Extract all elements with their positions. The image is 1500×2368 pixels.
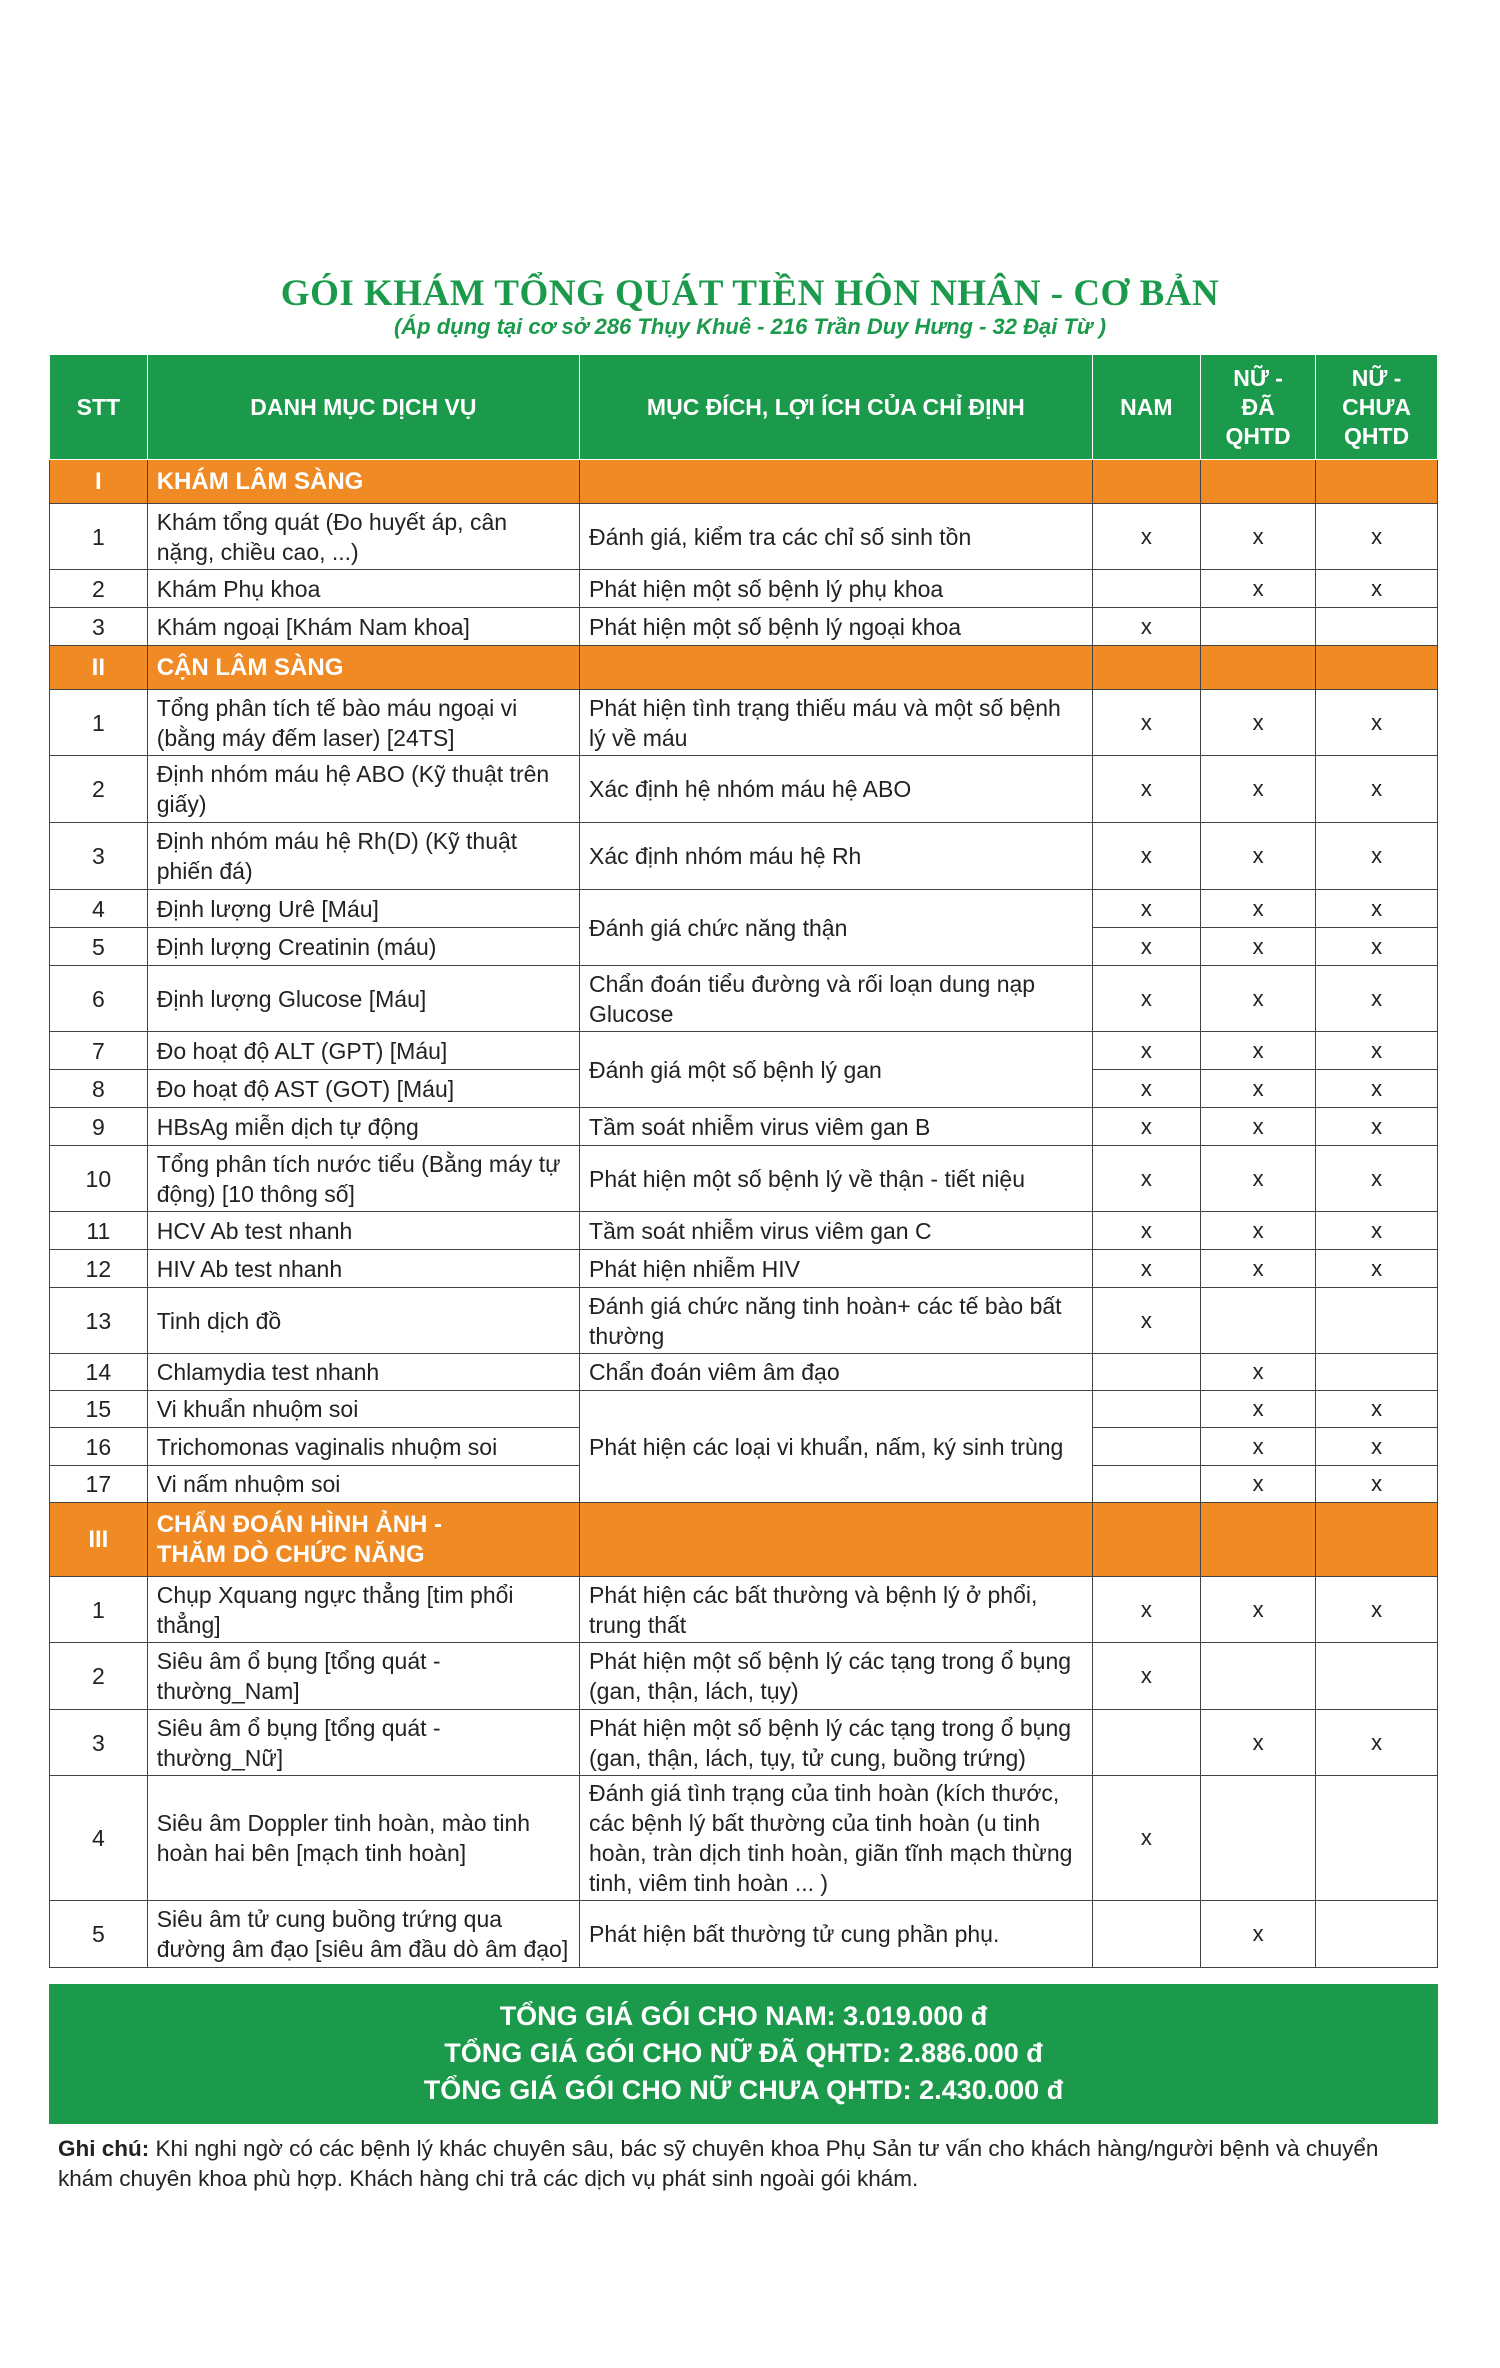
row-service: Vi khuẩn nhuộm soi [147, 1391, 579, 1428]
table-row [50, 608, 1438, 646]
row-nu-chua [1316, 1776, 1438, 1901]
row-nam: x [1092, 1250, 1200, 1288]
row-nu-da: x [1201, 690, 1316, 756]
header-nu-chua-line2: CHƯA [1342, 393, 1412, 420]
row-stt: 2 [50, 756, 148, 823]
table-row [50, 504, 1438, 570]
row-service: Định lượng Creatinin (máu) [147, 928, 579, 966]
row-purpose: Tầm soát nhiễm virus viêm gan B [580, 1108, 1093, 1146]
row-nu-da: x [1201, 823, 1316, 890]
row-stt: 2 [50, 570, 148, 608]
row-service: HCV Ab test nhanh [147, 1212, 579, 1250]
row-nu-chua: x [1316, 690, 1438, 756]
row-nu-da: x [1201, 504, 1316, 570]
row-stt: 13 [50, 1288, 148, 1354]
table-row [50, 1643, 1438, 1710]
row-stt: 3 [50, 1710, 148, 1776]
total-price-nam: TỔNG GIÁ GÓI CHO NAM: 3.019.000 đ [499, 2001, 988, 2031]
row-service: HIV Ab test nhanh [147, 1250, 579, 1288]
table-row [50, 1710, 1438, 1776]
row-nu-chua [1316, 1901, 1438, 1968]
section-row [50, 1503, 1438, 1577]
table-row [50, 690, 1438, 756]
row-service: HBsAg miễn dịch tự động [147, 1108, 579, 1146]
row-nam: x [1092, 823, 1200, 890]
row-service: Khám Phụ khoa [147, 570, 579, 608]
page-title: GÓI KHÁM TỔNG QUÁT TIỀN HÔN NHÂN - CƠ BẢN [280, 273, 1220, 314]
row-nam: x [1092, 1108, 1200, 1146]
row-nu-da: x [1201, 1577, 1316, 1643]
row-nu-chua: x [1316, 1466, 1438, 1503]
section-title: CẬN LÂM SÀNG [147, 646, 579, 690]
table-row [50, 1250, 1438, 1288]
row-service: Đo hoạt độ ALT (GPT) [Máu] [147, 1032, 579, 1070]
row-nam: x [1092, 1032, 1200, 1070]
row-nam: x [1092, 1776, 1200, 1901]
table-row [50, 1776, 1438, 1901]
row-service: Chụp Xquang ngực thẳng [tim phổi thẳng] [147, 1577, 579, 1643]
row-purpose: Phát hiện bất thường tử cung phần phụ. [580, 1901, 1093, 1968]
row-nam: x [1092, 1070, 1200, 1108]
footnote-text: Khi nghi ngờ có các bệnh lý khác chuyên sâu, bác sỹ chuyên khoa Phụ Sản tư vấn cho khách hàng/người bệnh và chuyển khám chuyên khoa phù hợp. Khách hàng chi trả các dịch vụ phát sinh ngoài gói khám. [58, 2136, 1379, 2191]
row-nu-da: x [1201, 1108, 1316, 1146]
section-number: II [50, 646, 148, 690]
section-row [50, 646, 1438, 690]
table-row [50, 1391, 1438, 1428]
row-stt: 2 [50, 1643, 148, 1710]
section-title-line2: THĂM DÒ CHỨC NĂNG [156, 1540, 425, 1568]
row-nu-chua: x [1316, 756, 1438, 823]
row-stt: 8 [50, 1070, 148, 1108]
table-header-row [50, 355, 1438, 460]
row-nu-da [1201, 1776, 1316, 1901]
row-service: Vi nấm nhuộm soi [147, 1466, 579, 1503]
row-service: Định lượng Urê [Máu] [147, 890, 579, 928]
row-purpose: Phát hiện một số bệnh lý ngoại khoa [580, 608, 1093, 646]
table-row [50, 1032, 1438, 1070]
header-nu-da-line3: QHTD [1225, 422, 1291, 449]
row-purpose: Đánh giá chức năng tinh hoàn+ các tế bào bất thường [580, 1288, 1093, 1354]
row-nu-chua: x [1316, 1710, 1438, 1776]
row-nu-da: x [1201, 1710, 1316, 1776]
row-service: Định nhóm máu hệ Rh(D) (Kỹ thuật phiến đá) [147, 823, 579, 890]
row-purpose: Phát hiện nhiễm HIV [580, 1250, 1093, 1288]
row-nam: x [1092, 1577, 1200, 1643]
row-stt: 5 [50, 1901, 148, 1968]
table-row [50, 756, 1438, 823]
row-purpose: Xác định hệ nhóm máu hệ ABO [580, 756, 1093, 823]
footnote-label: Ghi chú: [58, 2136, 150, 2161]
header-nu-chua-qhtd [1316, 355, 1438, 460]
row-stt: 11 [50, 1212, 148, 1250]
row-nu-da: x [1201, 1466, 1316, 1503]
row-nam: x [1092, 966, 1200, 1032]
total-price-nu-chua-qhtd: TỔNG GIÁ GÓI CHO NỮ CHƯA QHTD: 2.430.000 đ [423, 2075, 1064, 2105]
header-nu-da-line1: NỮ - [1233, 364, 1283, 391]
row-nam: x [1092, 1643, 1200, 1710]
table-row [50, 1577, 1438, 1643]
row-nu-da: x [1201, 1212, 1316, 1250]
row-nu-chua: x [1316, 1391, 1438, 1428]
row-nu-da: x [1201, 966, 1316, 1032]
row-stt: 3 [50, 608, 148, 646]
row-stt: 16 [50, 1428, 148, 1466]
header-nu-da-qhtd [1201, 355, 1316, 460]
row-nu-chua: x [1316, 1032, 1438, 1070]
row-stt: 9 [50, 1108, 148, 1146]
row-nu-chua [1316, 608, 1438, 646]
row-nam [1092, 1710, 1200, 1776]
table-row [50, 1901, 1438, 1968]
row-nu-chua: x [1316, 928, 1438, 966]
row-stt: 4 [50, 1776, 148, 1901]
row-nam: x [1092, 504, 1200, 570]
row-stt: 3 [50, 823, 148, 890]
row-nam [1092, 570, 1200, 608]
row-nu-da [1201, 1643, 1316, 1710]
row-nam: x [1092, 928, 1200, 966]
row-nam [1092, 1428, 1200, 1466]
row-purpose: Tầm soát nhiễm virus viêm gan C [580, 1212, 1093, 1250]
row-nu-da [1201, 1288, 1316, 1354]
row-nu-chua: x [1316, 1428, 1438, 1466]
row-purpose: Đánh giá chức năng thận [580, 890, 1093, 966]
total-price-banner [49, 1984, 1438, 2124]
row-nu-da: x [1201, 756, 1316, 823]
row-service: Siêu âm Doppler tinh hoàn, mào tinh hoàn hai bên [mạch tinh hoàn] [147, 1776, 579, 1901]
row-service: Siêu âm ổ bụng [tổng quát - thường_Nam] [147, 1643, 579, 1710]
header-nu-chua-line1: NỮ - [1351, 364, 1402, 391]
row-nu-da: x [1201, 1901, 1316, 1968]
section-number: I [50, 460, 148, 504]
row-purpose: Xác định nhóm máu hệ Rh [580, 823, 1093, 890]
table-row [50, 570, 1438, 608]
table-row [50, 1108, 1438, 1146]
row-stt: 5 [50, 928, 148, 966]
row-service: Định lượng Glucose [Máu] [147, 966, 579, 1032]
footnote [58, 2134, 1438, 2194]
header-nu-chua-line3: QHTD [1343, 422, 1410, 449]
row-nu-da: x [1201, 890, 1316, 928]
row-purpose: Phát hiện một số bệnh lý phụ khoa [580, 570, 1093, 608]
row-service: Định nhóm máu hệ ABO (Kỹ thuật trên giấy) [147, 756, 579, 823]
row-stt: 1 [50, 690, 148, 756]
row-purpose: Đánh giá tình trạng của tinh hoàn (kích thước, các bệnh lý bất thường của tinh hoàn (u tinh hoàn, tràn dịch tinh hoàn, giãn tĩnh mạch thừng tinh, viêm tinh hoàn ... ) [580, 1776, 1093, 1901]
row-nam: x [1092, 1212, 1200, 1250]
row-service: Khám tổng quát (Đo huyết áp, cân nặng, chiều cao, ...) [147, 504, 579, 570]
row-nu-chua: x [1316, 570, 1438, 608]
table-row [50, 1212, 1438, 1250]
row-nu-da: x [1201, 1146, 1316, 1212]
section-title-line1: CHẨN ĐOÁN HÌNH ẢNH - [156, 1510, 443, 1538]
section-row [50, 460, 1438, 504]
row-purpose: Phát hiện một số bệnh lý các tạng trong ổ bụng (gan, thận, lách, tụy, tử cung, buồng trứng) [580, 1710, 1093, 1776]
row-nu-chua [1316, 1354, 1438, 1391]
row-service: Trichomonas vaginalis nhuộm soi [147, 1428, 579, 1466]
section-title: KHÁM LÂM SÀNG [147, 460, 579, 504]
row-stt: 17 [50, 1466, 148, 1503]
service-table [49, 354, 1438, 1968]
row-nu-da: x [1201, 1070, 1316, 1108]
row-nu-da: x [1201, 1428, 1316, 1466]
row-nu-da: x [1201, 1354, 1316, 1391]
total-price-nu-da-qhtd: TỔNG GIÁ GÓI CHO NỮ ĐÃ QHTD: 2.886.000 đ [444, 2038, 1043, 2068]
row-nu-chua: x [1316, 1146, 1438, 1212]
header-stt: STT [50, 355, 148, 460]
table-row [50, 1354, 1438, 1391]
row-service: Chlamydia test nhanh [147, 1354, 579, 1391]
page-subtitle: (Áp dụng tại cơ sở 286 Thụy Khuê - 216 Trần Duy Hưng - 32 Đại Từ ) [393, 314, 1107, 339]
row-nu-chua: x [1316, 1070, 1438, 1108]
row-nu-chua: x [1316, 504, 1438, 570]
row-stt: 1 [50, 1577, 148, 1643]
row-nam: x [1092, 608, 1200, 646]
table-row [50, 823, 1438, 890]
header-purpose: MỤC ĐÍCH, LỢI ÍCH CỦA CHỈ ĐỊNH [580, 355, 1093, 460]
row-purpose: Phát hiện các loại vi khuẩn, nấm, ký sinh trùng [580, 1391, 1093, 1503]
row-stt: 10 [50, 1146, 148, 1212]
row-service: Tổng phân tích tế bào máu ngoại vi (bằng máy đếm laser) [24TS] [147, 690, 579, 756]
row-nam [1092, 1901, 1200, 1968]
row-nu-chua: x [1316, 966, 1438, 1032]
row-stt: 4 [50, 890, 148, 928]
row-purpose: Chẩn đoán viêm âm đạo [580, 1354, 1093, 1391]
header-nam: NAM [1092, 355, 1200, 460]
row-purpose: Phát hiện một số bệnh lý về thận - tiết niệu [580, 1146, 1093, 1212]
row-purpose: Phát hiện tình trạng thiếu máu và một số bệnh lý về máu [580, 690, 1093, 756]
section-title [147, 1503, 579, 1577]
row-stt: 7 [50, 1032, 148, 1070]
row-service: Tinh dịch đồ [147, 1288, 579, 1354]
row-nu-chua: x [1316, 1108, 1438, 1146]
row-service: Khám ngoại [Khám Nam khoa] [147, 608, 579, 646]
row-service: Tổng phân tích nước tiểu (Bằng máy tự động) [10 thông số] [147, 1146, 579, 1212]
row-nu-chua: x [1316, 823, 1438, 890]
row-nam [1092, 1391, 1200, 1428]
row-nu-da: x [1201, 1391, 1316, 1428]
row-nam: x [1092, 756, 1200, 823]
table-row [50, 890, 1438, 928]
section-number: III [50, 1503, 148, 1577]
row-purpose: Đánh giá, kiểm tra các chỉ số sinh tồn [580, 504, 1093, 570]
header-nu-da-line2: ĐÃ [1241, 393, 1275, 420]
row-nam: x [1092, 890, 1200, 928]
row-service: Siêu âm ổ bụng [tổng quát - thường_Nữ] [147, 1710, 579, 1776]
row-nu-chua [1316, 1643, 1438, 1710]
row-purpose: Đánh giá một số bệnh lý gan [580, 1032, 1093, 1108]
row-nu-da: x [1201, 1250, 1316, 1288]
row-purpose: Chẩn đoán tiểu đường và rối loạn dung nạp Glucose [580, 966, 1093, 1032]
row-nu-da: x [1201, 570, 1316, 608]
table-row [50, 1288, 1438, 1354]
row-stt: 12 [50, 1250, 148, 1288]
row-purpose: Phát hiện các bất thường và bệnh lý ở phổi, trung thất [580, 1577, 1093, 1643]
row-service: Siêu âm tử cung buồng trứng qua đường âm đạo [siêu âm đầu dò âm đạo] [147, 1901, 579, 1968]
row-nam: x [1092, 1288, 1200, 1354]
row-nam [1092, 1466, 1200, 1503]
row-nu-chua: x [1316, 1250, 1438, 1288]
row-stt: 14 [50, 1354, 148, 1391]
row-stt: 15 [50, 1391, 148, 1428]
row-service: Đo hoạt độ AST (GOT) [Máu] [147, 1070, 579, 1108]
row-nu-chua: x [1316, 1212, 1438, 1250]
row-stt: 6 [50, 966, 148, 1032]
header-service: DANH MỤC DỊCH VỤ [147, 355, 579, 460]
table-row [50, 1146, 1438, 1212]
row-nam: x [1092, 1146, 1200, 1212]
row-nu-chua [1316, 1288, 1438, 1354]
row-nam [1092, 1354, 1200, 1391]
row-nu-chua: x [1316, 890, 1438, 928]
row-nu-da [1201, 608, 1316, 646]
table-row [50, 966, 1438, 1032]
row-stt: 1 [50, 504, 148, 570]
row-nu-da: x [1201, 928, 1316, 966]
row-purpose: Phát hiện một số bệnh lý các tạng trong ổ bụng (gan, thận, lách, tụy) [580, 1643, 1093, 1710]
row-nu-da: x [1201, 1032, 1316, 1070]
row-nu-chua: x [1316, 1577, 1438, 1643]
row-nam: x [1092, 690, 1200, 756]
